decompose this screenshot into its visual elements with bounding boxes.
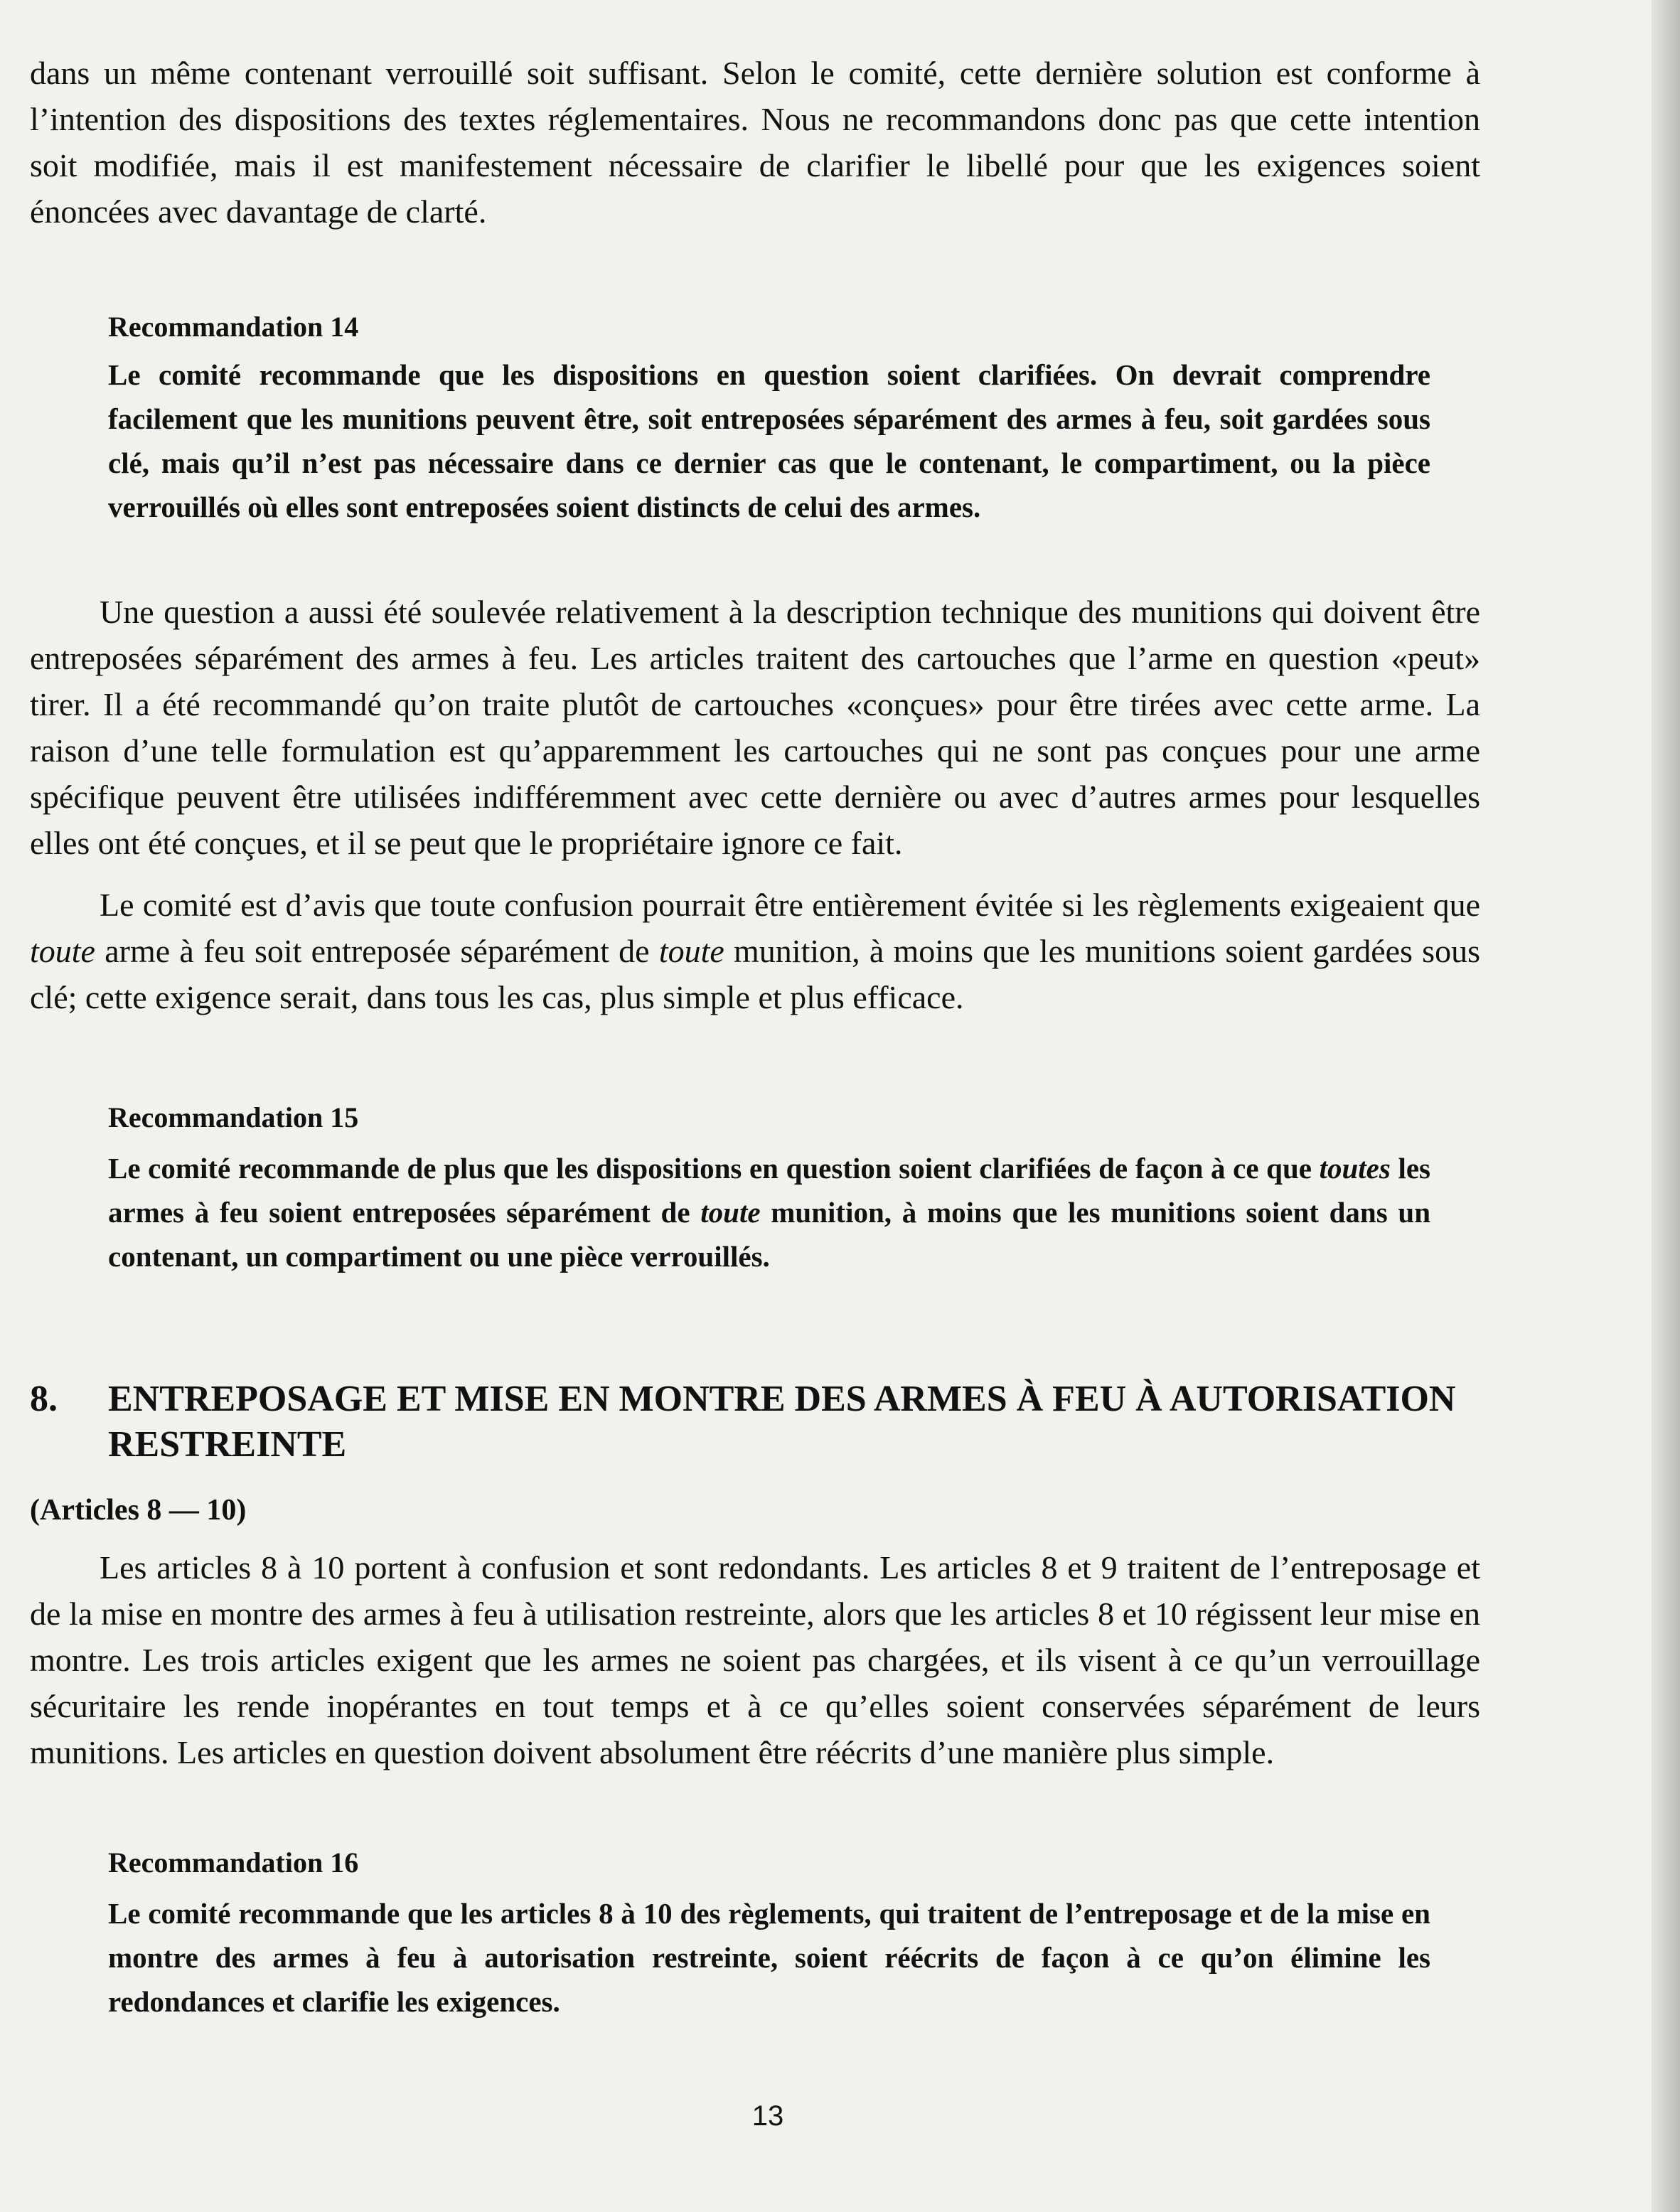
recommendation-16-heading: Recommandation 16 <box>108 1847 359 1879</box>
section-heading <box>30 1377 1480 1468</box>
page-edge-shadow <box>1652 0 1680 2212</box>
paragraph-cartridges: Une question a aussi été soulevée relativement à la description technique des munitions qui doivent être entreposées séparément des armes à feu. Les articles traitent des cartouches que l’arme en question «peut» tirer. Il a été recommandé qu’on traite plutôt de cartouches «conçues» pour être tirées avec cette arme. La raison d’une telle formulation est qu’apparemment les cartouches qui ne sont pas conçues pour une arme spécifique peuvent être utilisées indifféremment avec cette dernière ou avec d’autres armes pour lesquelles elles ont été conçues, et il se peut que le propriétaire ignore ce fait. <box>30 594 1480 861</box>
section-number: 8. <box>30 1379 58 1419</box>
page-number: 13 <box>751 2100 784 2132</box>
paragraph-articles-8-10: Les articles 8 à 10 portent à confusion et sont redondants. Les articles 8 et 9 traitent de l’entreposage et de la mise en montre des armes à feu à utilisation restreinte, alors que les articles 8 et 10 régissent leur mise en montre. Les trois articles exigent que les armes ne soient pas chargées, et ils visent à ce qu’un verrouillage sécuritaire les rende inopérantes en tout temps et à ce qu’elles soient conservées séparément de leurs munitions. Les articles en question doivent absolument être réécrits d’une manière plus simple. <box>30 1549 1480 1770</box>
recommendation-14-heading: Recommandation 14 <box>108 311 359 343</box>
recommendation-15-heading: Recommandation 15 <box>108 1101 359 1133</box>
recommendation-16-text: Le comité recommande que les articles 8 à 10 des règlements, qui traitent de l’entreposage et de la mise en montre des armes à feu à autorisation restreinte, soient réécrits de façon à ce qu’on élimine les redondances et clarifie les exigences. <box>108 1897 1430 2018</box>
paragraph-committee-opinion: Le comité est d’avis que toute confusion pourrait être entièrement évitée si les règlements exigeaient que toute arme à feu soit entreposée séparément de toute munition, à moins que les munitions soient gardées sous clé; cette exigence serait, dans tous les cas, plus simple et plus efficace. <box>30 887 1480 1015</box>
section-title: ENTREPOSAGE ET MISE EN MONTRE DES ARMES À FEU À AUTORISATION RESTREINTE <box>108 1379 1456 1465</box>
recommendation-15-text: Le comité recommande de plus que les dispositions en question soient clarifiées de façon à ce que toutes les armes à feu soient entreposées séparément de toute munition, à moins que les munitions soient dans un contenant, un compartiment ou une pièce verrouillés. <box>108 1152 1430 1273</box>
section-articles: (Articles 8 — 10) <box>30 1494 247 1527</box>
recommendation-14-text: Le comité recommande que les dispositions en question soient clarifiées. On devrait comprendre facilement que les munitions peuvent être, soit entreposées séparément des armes à feu, soit gardées sous clé, mais qu’il n’est pas nécessaire dans ce dernier cas que le contenant, le compartiment, ou la pièce verrouillés où elles sont entreposées soient distincts de celui des armes. <box>108 358 1430 523</box>
paragraph-continuation: dans un même contenant verrouillé soit suffisant. Selon le comité, cette dernière solution est conforme à l’intention des dispositions des textes réglementaires. Nous ne recommandons donc pas que cette intention soit modifiée, mais il est manifestement nécessaire de clarifier le libellé pour que les exigences soient énoncées avec davantage de clarté. <box>30 55 1480 230</box>
page-content <box>30 50 1480 2024</box>
